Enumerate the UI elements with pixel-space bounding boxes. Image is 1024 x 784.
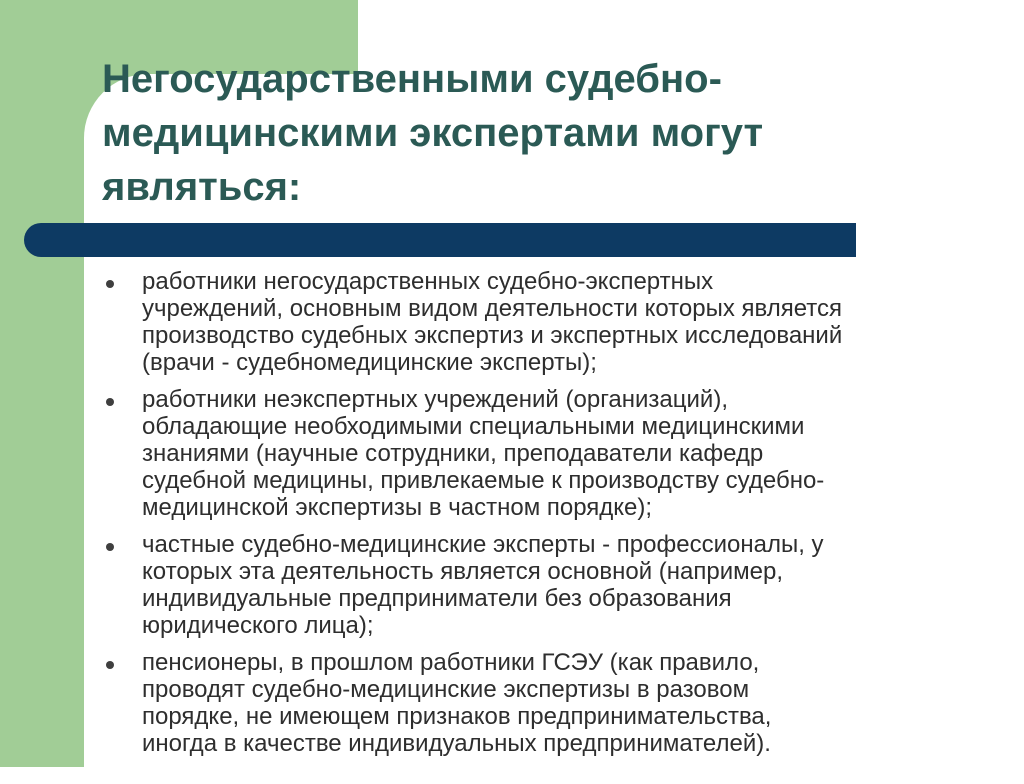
slide-title: Негосударственными судебно- медицинскими экспертами могут являться: xyxy=(102,57,764,209)
bullet-text: частные судебно-медицинские эксперты - профессионалы, у которых эта деятельность является основной (например, индивидуальные предприниматели без образования юридического лица); xyxy=(142,531,824,639)
bullet-item xyxy=(100,268,1000,376)
bullet-dot-icon xyxy=(106,661,114,669)
bullet-dot-icon xyxy=(106,543,114,551)
title-underline-bar xyxy=(24,223,856,257)
bullet-dot-icon xyxy=(106,280,114,288)
bullet-item xyxy=(100,649,1000,757)
bullet-item xyxy=(100,386,1000,521)
bullet-text: работники негосударственных судебно-экспертных учреждений, основным видом деятельности которых является производство судебных экспертиз и экспертных исследований (врачи - судебномедицинские эксперты); xyxy=(142,268,843,376)
bullet-text: пенсионеры, в прошлом работники ГСЭУ (как правило, проводят судебно-медицинские экспертизы в разовом порядке, не имеющем признаков предпринимательства, иногда в качестве индивидуальных предпринимателей). xyxy=(142,649,772,757)
bullet-item xyxy=(100,531,1000,639)
bullet-dot-icon xyxy=(106,398,114,406)
bullet-text: работники неэкспертных учреждений (организаций), обладающие необходимыми специальными медицинскими знаниями (научные сотрудники, преподаватели кафедр судебной медицины, привлекаемые к производству судебно- медицинской экспертизы в частном порядке); xyxy=(142,386,825,521)
bullet-list xyxy=(100,268,1000,767)
